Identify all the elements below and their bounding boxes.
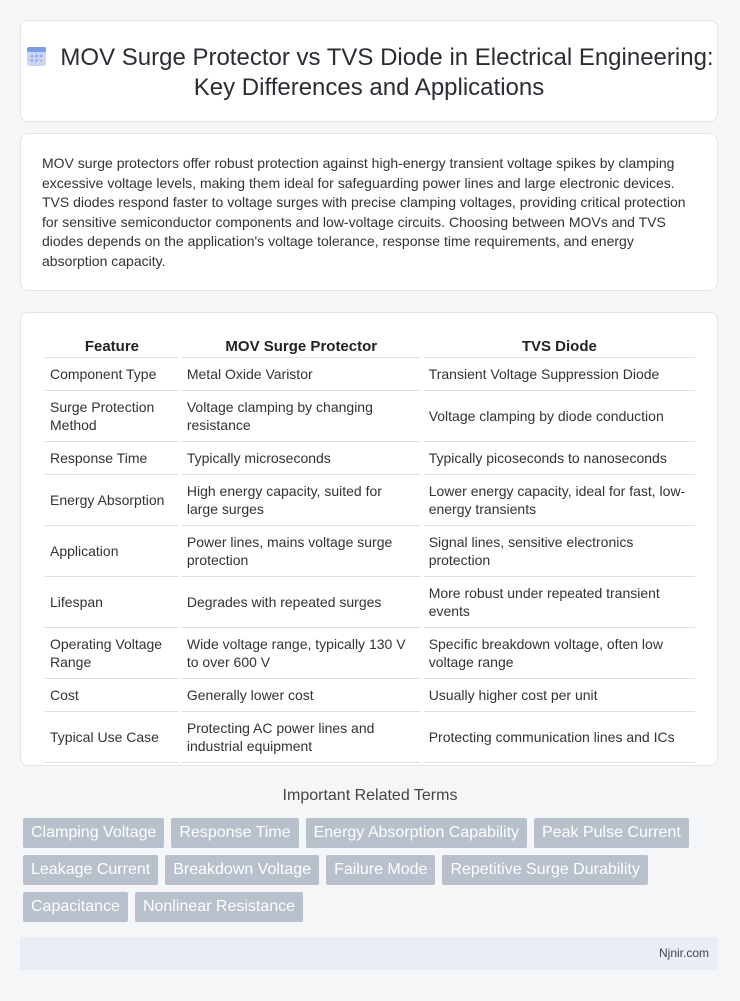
tvs-cell: Typically picoseconds to nanoseconds xyxy=(424,442,695,475)
term-tag[interactable]: Response Time xyxy=(171,818,298,848)
feature-cell: Lifespan xyxy=(45,577,179,628)
comparison-card xyxy=(20,312,718,766)
page-title: MOV Surge Protector vs TVS Diode in Electrical Engineering: Key Differences and Applications xyxy=(60,44,714,101)
table-row xyxy=(45,712,695,763)
mov-cell: Typically microseconds xyxy=(182,442,421,475)
summary-card xyxy=(20,133,718,291)
summary-paragraph: MOV surge protectors offer robust protection against high-energy transient voltage spikes by clamping excessive voltage levels, making them ideal for safeguarding power lines and large electronic devices. TVS diodes respond faster to voltage surges with precise clamping voltages, providing critical protection for sensitive semiconductor components and low-voltage circuits. Choosing between MOVs and TVS diodes depends on the application's voltage tolerance, response time requirements, and energy absorption capacity. xyxy=(42,155,686,269)
term-tag[interactable]: Energy Absorption Capability xyxy=(306,818,527,848)
related-terms-list xyxy=(23,818,703,929)
term-tag[interactable]: Clamping Voltage xyxy=(23,818,164,848)
comparison-table xyxy=(42,333,698,763)
term-tag[interactable]: Capacitance xyxy=(23,892,128,922)
table-row xyxy=(45,526,695,577)
term-tag[interactable]: Repetitive Surge Durability xyxy=(442,855,647,885)
tvs-cell: Transient Voltage Suppression Diode xyxy=(424,358,695,391)
table-row xyxy=(45,628,695,679)
header-mov: MOV Surge Protector xyxy=(182,333,421,358)
tvs-cell: Signal lines, sensitive electronics protection xyxy=(424,526,695,577)
table-header-row xyxy=(45,333,695,358)
mov-cell: Generally lower cost xyxy=(182,679,421,712)
term-tag[interactable]: Peak Pulse Current xyxy=(534,818,689,848)
tvs-cell: More robust under repeated transient events xyxy=(424,577,695,628)
table-row xyxy=(45,475,695,526)
table-row xyxy=(45,679,695,712)
tvs-cell: Lower energy capacity, ideal for fast, low-energy transients xyxy=(424,475,695,526)
header-feature: Feature xyxy=(45,333,179,358)
tvs-cell: Voltage clamping by diode conduction xyxy=(424,391,695,442)
feature-cell: Component Type xyxy=(45,358,179,391)
feature-cell: Application xyxy=(45,526,179,577)
table-row xyxy=(45,577,695,628)
mov-cell: Protecting AC power lines and industrial equipment xyxy=(182,712,421,763)
feature-cell: Response Time xyxy=(45,442,179,475)
feature-cell: Typical Use Case xyxy=(45,712,179,763)
table-row xyxy=(45,391,695,442)
mov-cell: Wide voltage range, typically 130 V to over 600 V xyxy=(182,628,421,679)
term-tag[interactable]: Nonlinear Resistance xyxy=(135,892,303,922)
feature-cell: Surge Protection Method xyxy=(45,391,179,442)
mov-cell: Metal Oxide Varistor xyxy=(182,358,421,391)
tvs-cell: Usually higher cost per unit xyxy=(424,679,695,712)
feature-cell: Energy Absorption xyxy=(45,475,179,526)
term-tag[interactable]: Leakage Current xyxy=(23,855,158,885)
footer-site-label: Njnir.com xyxy=(658,946,709,960)
page-title-wrap xyxy=(21,43,717,103)
calendar-icon xyxy=(24,44,50,66)
table-row xyxy=(45,358,695,391)
mov-cell: Degrades with repeated surges xyxy=(182,577,421,628)
title-card xyxy=(20,20,718,122)
term-tag[interactable]: Breakdown Voltage xyxy=(165,855,319,885)
term-tag[interactable]: Failure Mode xyxy=(326,855,435,885)
mov-cell: Power lines, mains voltage surge protection xyxy=(182,526,421,577)
feature-cell: Operating Voltage Range xyxy=(45,628,179,679)
feature-cell: Cost xyxy=(45,679,179,712)
mov-cell: High energy capacity, suited for large surges xyxy=(182,475,421,526)
mov-cell: Voltage clamping by changing resistance xyxy=(182,391,421,442)
footer-bar xyxy=(20,937,718,970)
related-terms-heading: Important Related Terms xyxy=(282,787,458,804)
tvs-cell: Protecting communication lines and ICs xyxy=(424,712,695,763)
tvs-cell: Specific breakdown voltage, often low voltage range xyxy=(424,628,695,679)
table-row xyxy=(45,442,695,475)
header-tvs: TVS Diode xyxy=(424,333,695,358)
